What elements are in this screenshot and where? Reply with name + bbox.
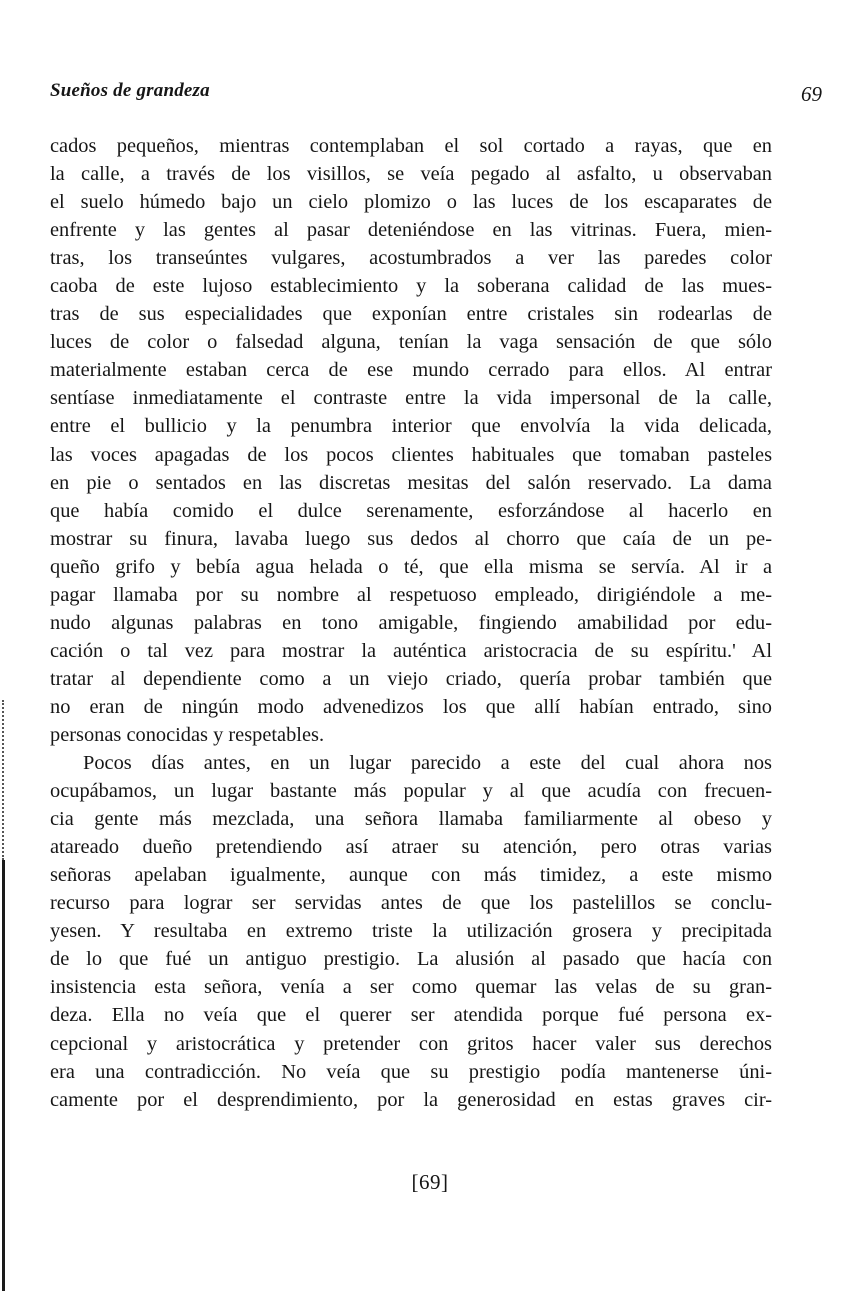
text-line: ocupábamos, un lugar bastante más popular y al que acudía con frecuen- — [50, 780, 773, 803]
text-line: señoras apelaban igualmente, aunque con más timidez, a este mismo — [50, 864, 773, 887]
running-page-number: 69 — [801, 82, 822, 106]
text-line: luces de color o falsedad alguna, tenían la vaga sensación de que sólo — [50, 331, 772, 354]
text-line: enfrente y las gentes al pasar deteniéndose en las vitrinas. Fuera, mien- — [50, 219, 773, 242]
text-line: insistencia esta señora, venía a ser como quemar las velas de su gran- — [50, 976, 772, 999]
text-line: caoba de este lujoso establecimiento y la soberana calidad de las mues- — [50, 275, 773, 298]
text-line: sentíase inmediatamente el contraste entre la vida impersonal de la calle, — [50, 387, 772, 410]
text-line: en pie o sentados en las discretas mesitas del salón reservado. La dama — [50, 471, 772, 494]
text-line: Pocos días antes, en un lugar parecido a este del cual ahora nos — [83, 752, 772, 775]
text-line: deza. Ella no veía que el querer ser atendida porque fué persona ex- — [50, 1004, 773, 1027]
text-line: tratar al dependiente como a un viejo criado, quería probar también que — [50, 667, 772, 690]
text-line: queño grifo y bebía agua helada o té, que ella misma se servía. Al ir a — [50, 555, 773, 578]
text-line: tras de sus especialidades que exponían entre cristales sin rodearlas de — [50, 303, 772, 326]
text-line: materialmente estaban cerca de ese mundo cerrado para ellos. Al entrar — [50, 359, 772, 382]
text-line: cia gente más mezclada, una señora llamaba familiarmente al obeso y — [50, 808, 772, 831]
running-head — [50, 80, 822, 110]
text-line: que había comido el dulce serenamente, esforzándose al hacerlo en — [50, 499, 772, 522]
text-line: las voces apagadas de los pocos clientes habituales que tomaban pasteles — [50, 443, 773, 466]
text-line: recurso para lograr ser servidas antes de que los pastelillos se conclu- — [50, 892, 772, 915]
running-title: Sueños de grandeza — [50, 80, 210, 101]
text-line: nudo algunas palabras en tono amigable, fingiendo amabilidad por edu- — [50, 611, 772, 634]
paragraph — [50, 132, 772, 749]
text-line: entre el bullicio y la penumbra interior que envolvía la vida delicada, — [50, 415, 772, 438]
text-line: atareado dueño pretendiendo así atraer su atención, pero otras varias — [50, 836, 772, 859]
text-line: pagar llamaba por su nombre al respetuoso empleado, dirigiéndole a me- — [50, 583, 772, 606]
body-text — [50, 132, 772, 1114]
text-line: cación o tal vez para mostrar la auténtica aristocracia de su espíritu.' Al — [50, 639, 773, 662]
text-line: tras, los transeúntes vulgares, acostumbrados a ver las paredes color — [50, 247, 773, 270]
text-line: la calle, a través de los visillos, se veía pegado al asfalto, u observaban — [50, 163, 773, 186]
scan-edge-mark — [2, 700, 4, 860]
text-line: mostrar su finura, lavaba luego sus dedos al chorro que caía de un pe- — [50, 527, 773, 550]
text-line: yesen. Y resultaba en extremo triste la utilización grosera y precipitada — [50, 920, 772, 943]
folio-page-number: [69] — [411, 1170, 449, 1194]
text-line: era una contradicción. No veía que su prestigio podía mantenerse úni- — [50, 1060, 772, 1083]
text-line: cados pequeños, mientras contemplaban el sol cortado a rayas, que en — [50, 135, 773, 157]
text-line: no eran de ningún modo advenedizos los que allí habían entrado, sino — [50, 695, 772, 718]
text-line: el suelo húmedo bajo un cielo plomizo o las luces de los escaparates de — [50, 191, 773, 214]
paragraph — [50, 749, 772, 1114]
text-line: cepcional y aristocrática y pretender con gritos hacer valer sus derechos — [50, 1032, 772, 1055]
text-line: camente por el desprendimiento, por la generosidad en estas graves cir- — [50, 1088, 772, 1111]
text-line: de lo que fué un antiguo prestigio. La alusión al pasado que hacía con — [50, 948, 773, 971]
text-line: personas conocidas y respetables. — [50, 723, 325, 746]
scan-edge-line — [2, 860, 5, 1291]
